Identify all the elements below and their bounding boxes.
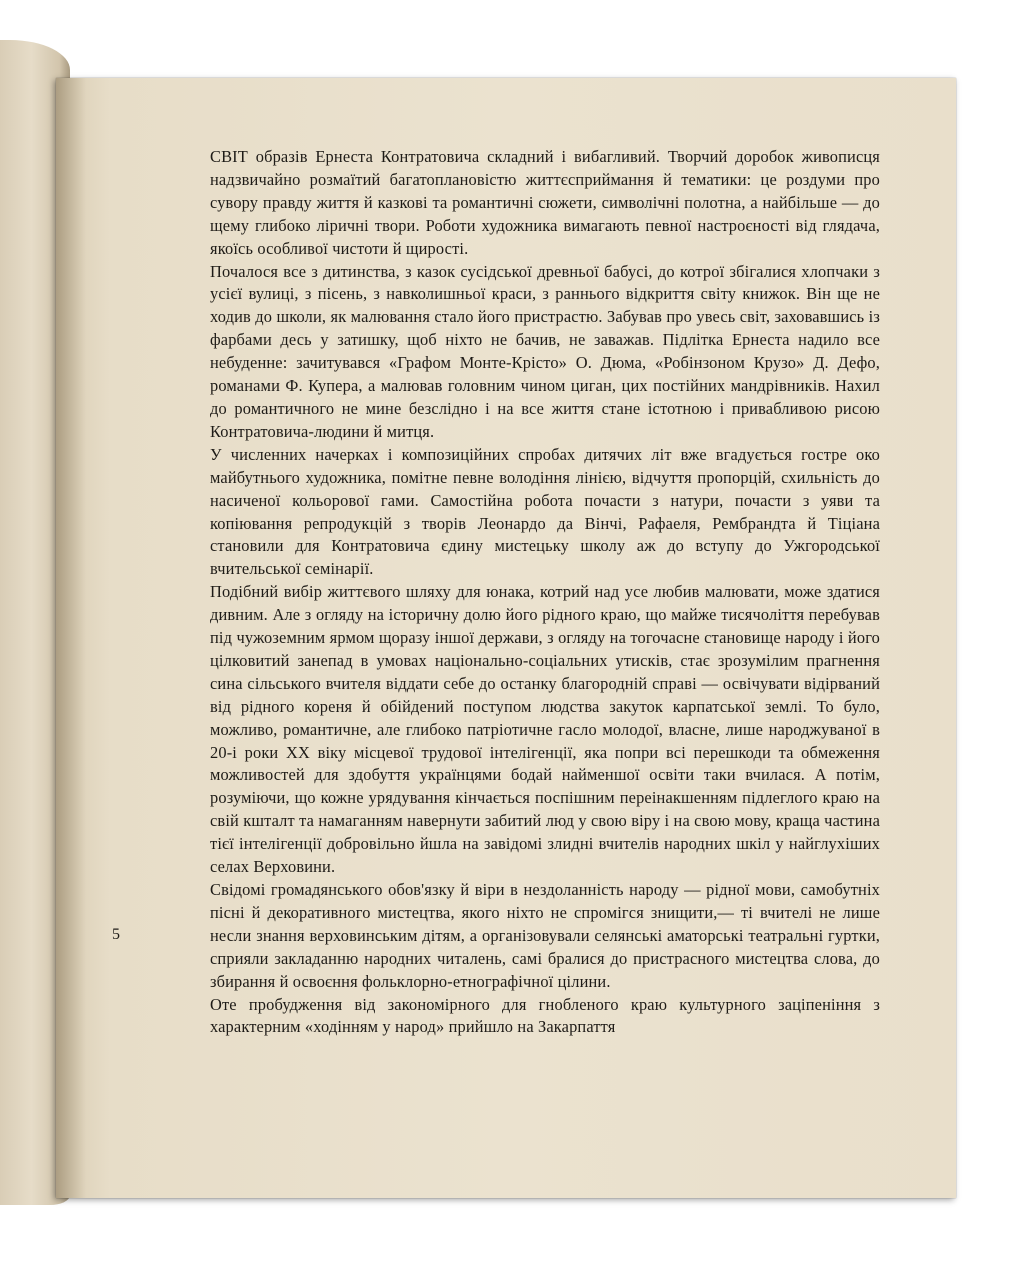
paragraph-5: Свідомі громадянського обов'язку й віри в нездоланність народу — рідної мови, самобутніх пісні й декоративного мистецтва, якого ніхто не спромігся знищити,— ті вчителі не лише несли знання верховинським дітям, а організовували селянські аматорські театральні гуртки, сприяли закладанню народних читалень, самі бралися до пристрасного мистецтва слова, до збирання й освоєння фольклорно-етнографічної цілини. [210,880,880,991]
paragraph-6: Оте пробудження від закономірного для гнобленого краю культурного заціпеніння з характерним «ходінням у народ» прийшло на Закарпаття [210,994,880,1037]
page-number: 5 [112,926,120,943]
paragraph-1: СВІТ образів Ернеста Контратовича складний і вибагливий. Творчий доробок живописця надзвичайно розмаїтий багатоплановістю життєсприймання й тематики: це роздуми про сувору правду життя й казкові та романтичні сюжети, символічні полотна, а найбільше — до щему глибоко ліричні твори. Роботи художника вимагають певної настроєності від глядача, якоїсь особливої чистоти й щирості. [210,147,880,258]
paragraph-4: Подібний вибір життєвого шляху для юнака, котрий над усе любив малювати, може здатися дивним. Але з огляду на історичну долю його рідного краю, що майже тисячоліття перебував під чужоземним ярмом щоразу іншої держави, з огляду на тогочасне становище народу і його цілковитий занепад в умовах національно-соціальних утисків, стає зрозумілим прагнення сина сільського вчителя віддати себе до останку благородній справі — освічувати відірваний від рідного кореня й обійдений поступом людства закуток карпатської землі. То було, можливо, романтичне, але глибоко патріотичне гасло молодої, власне, лише народжуваної в 20-і роки XX віку місцевої трудової інтелігенції, яка попри всі перешкоди та обмеження можливостей для здобуття українцями бодай найменшої освіти таки вчилася. А потім, розуміючи, що кожне урядування кінчається поспішним переінакшенням підлеглого краю на свій кшталт та намаганням навернути забитий люд у свою віру і на свою мову, краща частина тієї інтелігенції добровільно йшла на завідомі злидні вчителів народних шкіл у найглухіших селах Верховини. [210,582,880,877]
body-text [210,146,880,1039]
gutter-shadow [56,78,86,1198]
paragraph-3: У численних начерках і композиційних спробах дитячих літ вже вгадується гостре око майбутнього художника, помітне певне володіння лінією, відчуття пропорцій, схильність до насиченої кольорової гами. Самостійна робота почасти з натури, почасти з уяви та копіювання репродукцій з творів Леонардо да Вінчі, Рафаеля, Рембрандта й Тіціана становили для Контратовича єдину мистецьку школу аж до вступу до Ужгородської вчительської семінарії. [210,444,880,579]
paragraph-2: Почалося все з дитинства, з казок сусідської древньої бабусі, до котрої збігалися хлопчаки з усієї вулиці, з пісень, з навколишньої краси, з раннього відкриття світу книжок. Він ще не ходив до школи, як малювання стало його пристрастю. Забував про увесь світ, заховавшись із фарбами десь у затишку, щоб ніхто не бачив, не заважав. Підлітка Ернеста надило все небуденне: зачитувався «Графом Монте-Крісто» О. Дюма, «Робінзоном Крузо» Д. Дефо, романами Ф. Купера, а малював головним чином циган, цих постійних мандрівників. Нахил до романтичного не мине безслідно і на все життя стане істотною і привабливою рисою Контратовича-людини й митця. [210,261,880,441]
